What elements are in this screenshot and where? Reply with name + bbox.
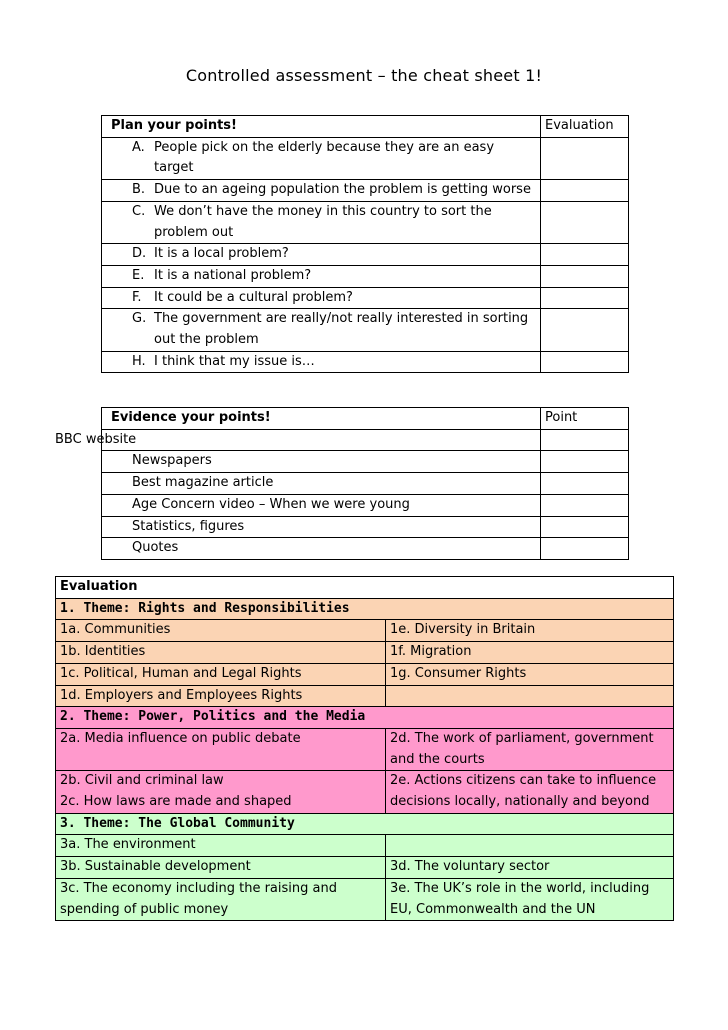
evaluation-title: Evaluation xyxy=(56,577,674,599)
evaluation-cell[interactable] xyxy=(541,351,629,373)
evaluation-cell[interactable] xyxy=(541,244,629,266)
theme-item: 3c. The economy including the raising and spending of public money xyxy=(56,878,386,920)
evaluation-header: Evaluation xyxy=(541,116,629,138)
theme-item-empty xyxy=(386,685,674,707)
theme-item: 1a. Communities xyxy=(56,620,386,642)
evidence-table xyxy=(55,407,629,560)
plan-item: D. It is a local problem? xyxy=(132,246,289,262)
theme-item-pair xyxy=(56,771,386,813)
plan-item: G. The government are really/not really interested in sorting out the problem xyxy=(132,311,529,348)
evaluation-cell[interactable] xyxy=(541,180,629,202)
page-title: Controlled assessment – the cheat sheet 1! xyxy=(185,66,543,85)
evaluation-cell[interactable] xyxy=(541,309,629,351)
theme-item: 1d. Employers and Employees Rights xyxy=(56,685,386,707)
evidence-item: Newspapers xyxy=(102,451,541,473)
evaluation-table xyxy=(55,576,674,921)
theme-item: 1c. Political, Human and Legal Rights xyxy=(56,663,386,685)
evaluation-cell[interactable] xyxy=(541,287,629,309)
theme-item: 2c. How laws are made and shaped xyxy=(60,794,292,810)
plan-item: E. It is a national problem? xyxy=(132,267,312,283)
evidence-item: Best magazine article xyxy=(102,473,541,495)
theme-1-title: 1. Theme: Rights and Responsibilities xyxy=(56,598,674,620)
theme-item: 3e. The UK’s role in the world, including EU, Commonwealth and the UN xyxy=(386,878,674,920)
plan-item: F. It could be a cultural problem? xyxy=(132,289,353,305)
plan-item: A. People pick on the elderly because they are an easy target xyxy=(132,139,495,176)
theme-item: 3a. The environment xyxy=(56,835,386,857)
evidence-item: Statistics, figures xyxy=(102,516,541,538)
evidence-item: Age Concern video – When we were young xyxy=(102,494,541,516)
plan-item: B. Due to an ageing population the problem is getting worse xyxy=(132,182,531,198)
point-cell[interactable] xyxy=(541,429,629,451)
point-cell[interactable] xyxy=(541,473,629,495)
evidence-item: Quotes xyxy=(102,538,541,560)
plan-item: H. I think that my issue is… xyxy=(132,353,315,369)
theme-item: 2a. Media influence on public debate xyxy=(56,728,386,770)
theme-item: 3b. Sustainable development xyxy=(56,857,386,879)
theme-item: 3d. The voluntary sector xyxy=(386,857,674,879)
theme-2-title: 2. Theme: Power, Politics and the Media xyxy=(56,707,674,729)
point-cell[interactable] xyxy=(541,451,629,473)
plan-header: Plan your points! xyxy=(102,116,541,138)
theme-item: 1g. Consumer Rights xyxy=(386,663,674,685)
evaluation-cell[interactable] xyxy=(541,265,629,287)
theme-item: 1e. Diversity in Britain xyxy=(386,620,674,642)
point-cell[interactable] xyxy=(541,516,629,538)
theme-item-empty xyxy=(386,835,674,857)
plan-table xyxy=(101,115,629,373)
plan-item: C. We don’t have the money in this country to sort the problem out xyxy=(132,203,492,240)
evaluation-cell[interactable] xyxy=(541,201,629,243)
point-header: Point xyxy=(541,408,629,430)
theme-item: 1f. Migration xyxy=(386,642,674,664)
point-cell[interactable] xyxy=(541,538,629,560)
evaluation-cell[interactable] xyxy=(541,137,629,179)
theme-item: 2e. Actions citizens can take to influence decisions locally, nationally and beyond xyxy=(386,771,674,813)
evidence-item: BBC website xyxy=(55,431,137,447)
theme-3-title: 3. Theme: The Global Community xyxy=(56,813,674,835)
theme-item: 2d. The work of parliament, government and the courts xyxy=(386,728,674,770)
theme-item: 1b. Identities xyxy=(56,642,386,664)
evidence-header: Evidence your points! xyxy=(102,408,541,430)
point-cell[interactable] xyxy=(541,494,629,516)
theme-item: 2b. Civil and criminal law xyxy=(60,773,224,789)
